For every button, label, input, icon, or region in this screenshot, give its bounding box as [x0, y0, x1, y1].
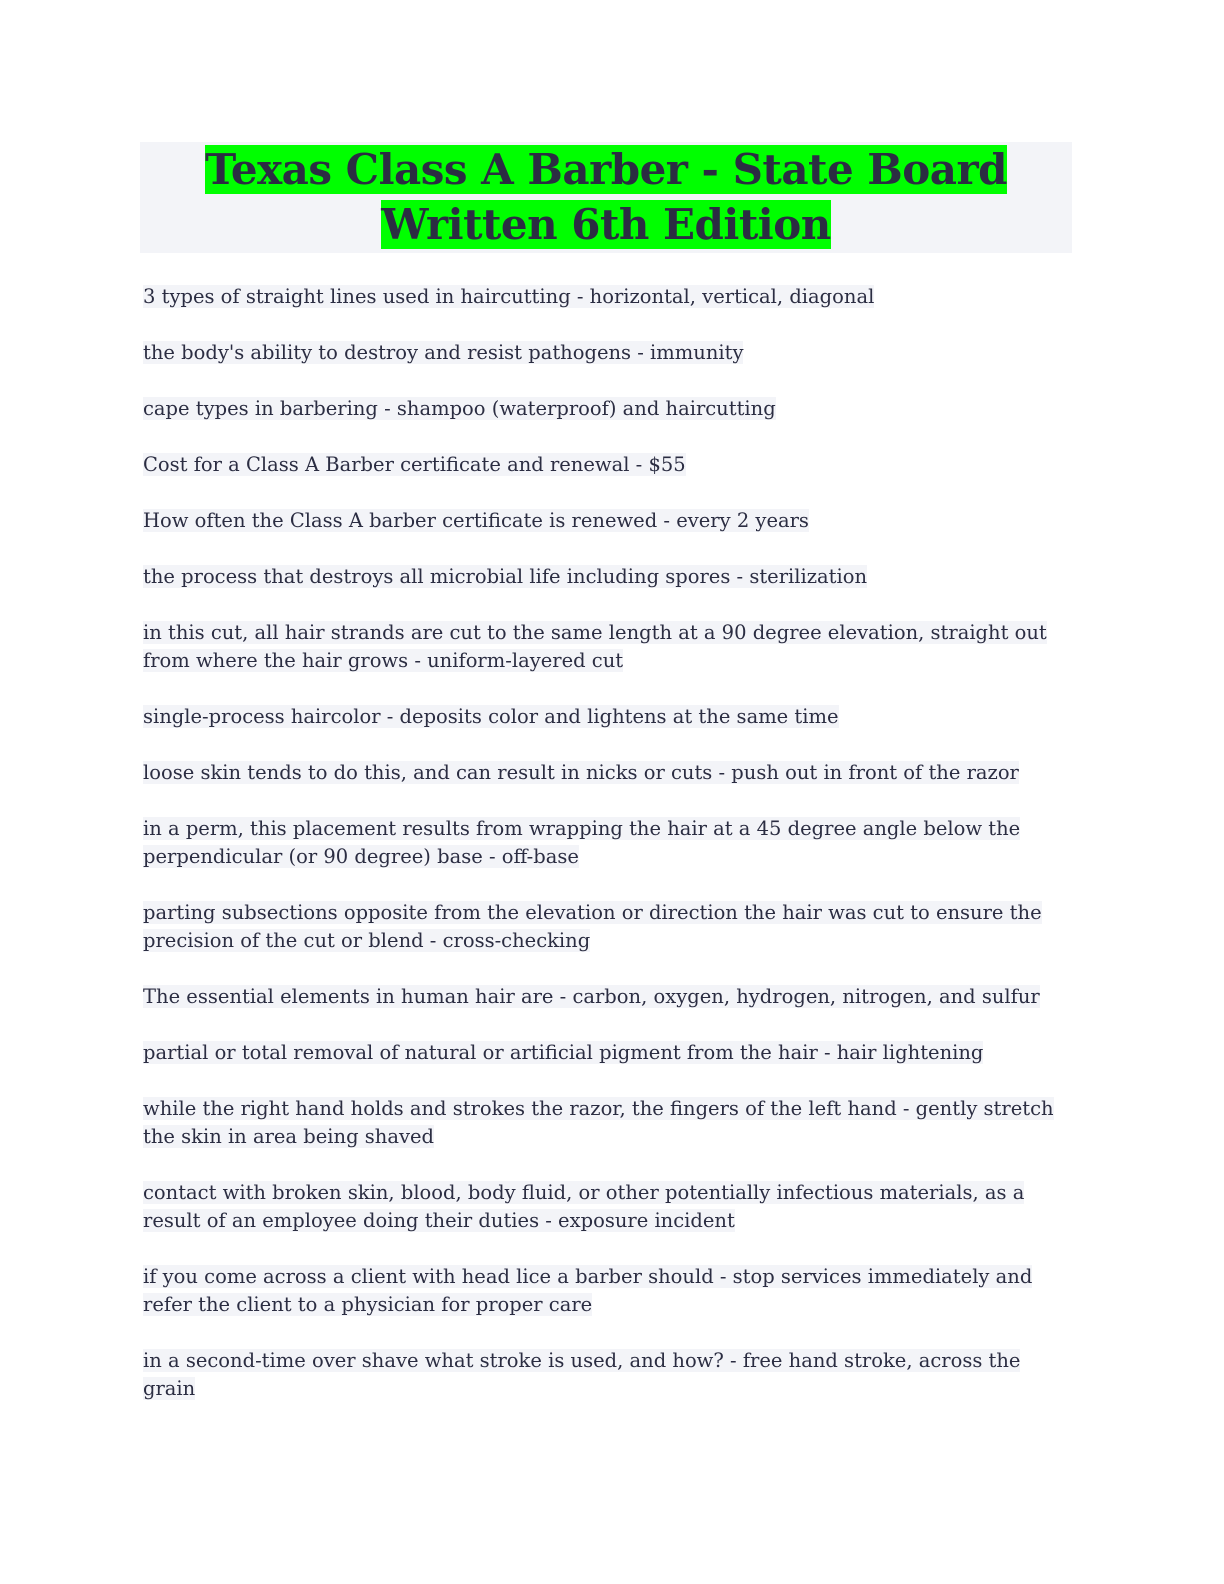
list-item-text: cape types in barbering - shampoo (waterproof) and haircutting	[143, 397, 776, 420]
list-item-text: the body's ability to destroy and resist pathogens - immunity	[143, 341, 744, 364]
list-item	[143, 563, 1075, 591]
list-item	[143, 1263, 1075, 1319]
list-item	[143, 395, 1075, 423]
list-item	[143, 983, 1075, 1011]
list-item-text: loose skin tends to do this, and can result in nicks or cuts - push out in front of the razor	[143, 761, 1019, 784]
list-item	[143, 1347, 1075, 1403]
list-item	[143, 619, 1075, 675]
list-item-text: The essential elements in human hair are - carbon, oxygen, hydrogen, nitrogen, and sulfur	[143, 985, 1040, 1008]
qa-list	[140, 283, 1072, 1403]
list-item-text: contact with broken skin, blood, body fluid, or other potentially infectious materials, as a result of an employee doing their duties - exposure incident	[143, 1181, 1025, 1232]
list-item	[143, 283, 1075, 311]
list-item	[143, 1095, 1075, 1151]
list-item-text: in this cut, all hair strands are cut to the same length at a 90 degree elevation, straight out from where the hair grows - uniform-layered cut	[143, 621, 1047, 672]
title-block	[140, 142, 1072, 253]
list-item	[143, 1039, 1075, 1067]
list-item-text: parting subsections opposite from the elevation or direction the hair was cut to ensure the precision of the cut or blend - cross-checking	[143, 901, 1042, 952]
list-item	[143, 899, 1075, 955]
list-item	[143, 759, 1075, 787]
list-item-text: in a perm, this placement results from wrapping the hair at a 45 degree angle below the perpendicular (or 90 degree) base - off-base	[143, 817, 1021, 868]
list-item-text: Cost for a Class A Barber certificate and renewal - $55	[143, 453, 686, 476]
list-item-text: while the right hand holds and strokes the razor, the fingers of the left hand - gently stretch the skin in area being shaved	[143, 1097, 1054, 1148]
list-item-text: How often the Class A barber certificate is renewed - every 2 years	[143, 509, 809, 532]
document-page	[140, 142, 1072, 1431]
page-title: Texas Class A Barber - State Board Written 6th Edition	[204, 145, 1008, 249]
list-item-text: in a second-time over shave what stroke is used, and how? - free hand stroke, across the grain	[143, 1349, 1021, 1400]
list-item-text: single-process haircolor - deposits color and lightens at the same time	[143, 705, 839, 728]
list-item	[143, 1179, 1075, 1235]
list-item	[143, 507, 1075, 535]
list-item	[143, 339, 1075, 367]
list-item	[143, 451, 1075, 479]
list-item	[143, 703, 1075, 731]
list-item-text: if you come across a client with head lice a barber should - stop services immediately and refer the client to a physician for proper care	[143, 1265, 1033, 1316]
list-item-text: the process that destroys all microbial life including spores - sterilization	[143, 565, 868, 588]
list-item-text: partial or total removal of natural or artificial pigment from the hair - hair lightening	[143, 1041, 984, 1064]
list-item	[143, 815, 1075, 871]
list-item-text: 3 types of straight lines used in haircutting - horizontal, vertical, diagonal	[143, 285, 875, 308]
